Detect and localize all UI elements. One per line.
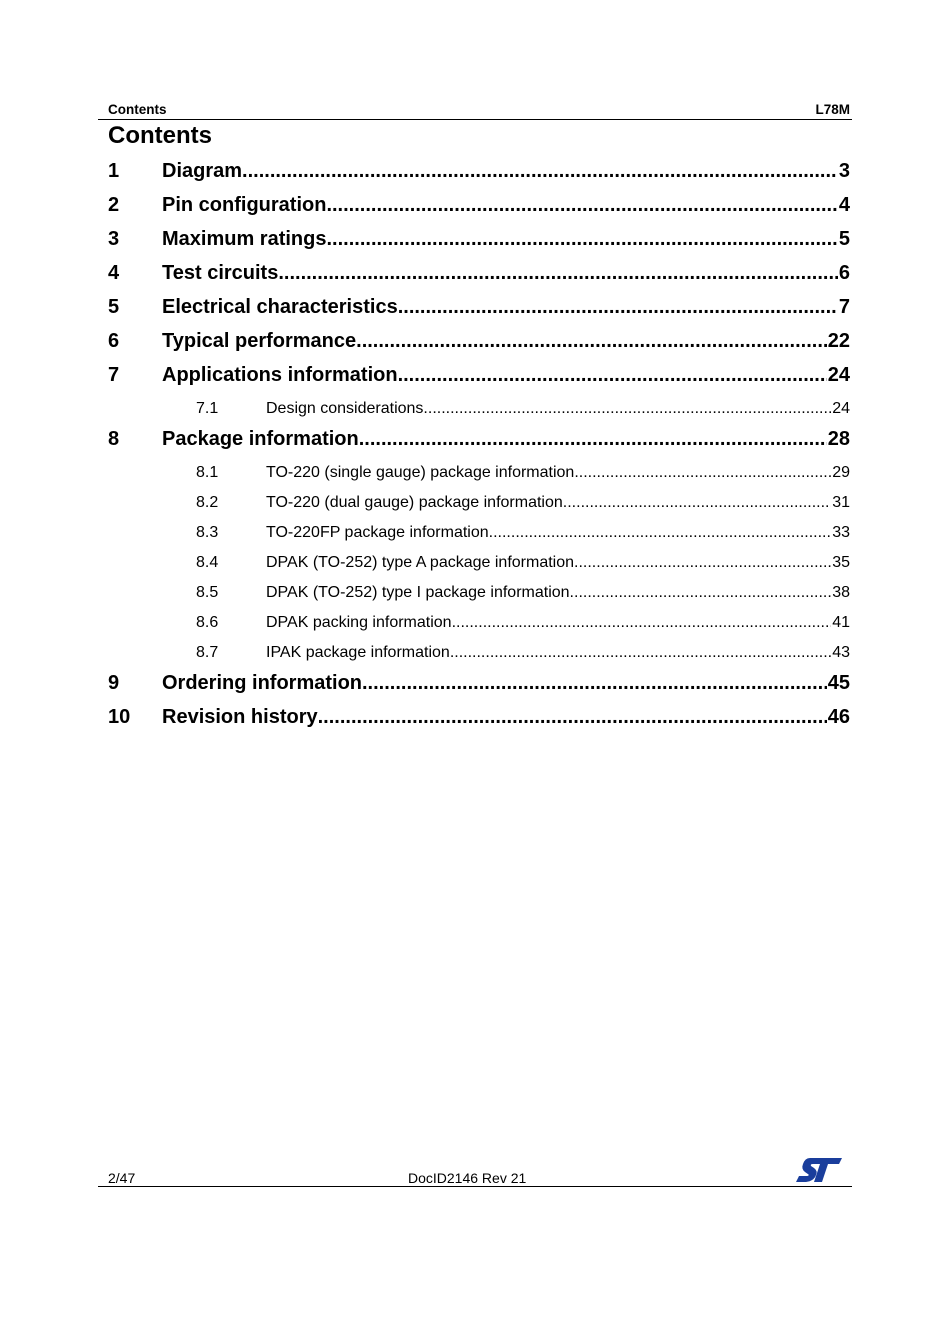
toc-leader [398,296,838,319]
toc-leader [362,672,827,695]
toc-label: TO-220 (single gauge) package information [266,464,575,481]
toc-number: 8.3 [196,524,219,541]
page-title: Contents [108,122,212,149]
toc-number: 8.4 [196,554,219,571]
toc-label: Diagram [162,160,243,182]
toc-label: TO-220 (dual gauge) package information [266,494,563,511]
toc-number: 7.1 [196,400,219,417]
toc-page: 38 [832,584,850,601]
toc-entry-1[interactable] [108,160,850,190]
toc-leader [242,160,838,183]
toc-label: Ordering information [162,672,362,694]
toc-entry-8-7[interactable] [108,644,850,668]
toc-number: 10 [108,706,131,728]
toc-entry-6[interactable] [108,330,850,360]
toc-entry-8-1[interactable] [108,464,850,488]
toc-number: 6 [108,330,120,352]
toc-page: 31 [832,494,850,511]
toc-entry-5[interactable] [108,296,850,326]
toc-label: DPAK packing information [266,614,452,631]
toc-entry-8-4[interactable] [108,554,850,578]
toc-number: 8 [108,428,120,450]
header-rule [98,119,852,120]
toc-leader [356,330,827,353]
toc-number: 8.7 [196,644,219,661]
st-logo-icon [796,1156,844,1184]
toc-label: IPAK package information [266,644,450,661]
toc-page: 7 [838,296,850,318]
toc-page: 24 [827,364,850,386]
toc-entry-8-6[interactable] [108,614,850,638]
toc-leader [359,428,827,451]
toc-number: 8.2 [196,494,219,511]
toc-label: Maximum ratings [162,228,327,250]
toc-number: 5 [108,296,120,318]
toc-entry-9[interactable] [108,672,850,702]
toc-label: Design considerations [266,400,424,417]
toc-leader [326,194,837,217]
toc-entry-8-3[interactable] [108,524,850,548]
toc-number: 3 [108,228,120,250]
st-logo-mark [796,1158,842,1182]
toc-entry-4[interactable] [108,262,850,292]
footer-rule [98,1186,852,1187]
toc-page: 41 [832,614,850,631]
toc-page: 29 [832,464,850,481]
toc-leader [423,400,831,418]
toc-leader [278,262,838,285]
toc-leader [318,706,827,729]
toc-page: 4 [838,194,850,216]
toc-page: 46 [827,706,850,728]
toc-label: DPAK (TO-252) type I package information [266,584,570,601]
toc-page: 28 [827,428,850,450]
toc-number: 8.6 [196,614,219,631]
toc-leader [570,584,832,602]
toc-label: DPAK (TO-252) type A package information [266,554,575,571]
toc-page: 45 [827,672,850,694]
toc-entry-7[interactable] [108,364,850,394]
toc-leader [574,554,831,572]
toc-leader [489,524,832,542]
toc-entry-10[interactable] [108,706,850,736]
toc-label: Package information [162,428,359,450]
toc-number: 7 [108,364,120,386]
toc-page: 6 [838,262,850,284]
toc-page: 5 [838,228,850,250]
footer-doc-id: DocID2146 Rev 21 [408,1170,527,1186]
toc-page: 43 [832,644,850,661]
toc-page: 33 [832,524,850,541]
toc-leader [326,228,837,251]
toc-leader [563,494,831,512]
toc-label: Typical performance [162,330,357,352]
toc-entry-2[interactable] [108,194,850,224]
toc-entry-8-2[interactable] [108,494,850,518]
header-section: Contents [108,102,167,117]
toc-entry-8-5[interactable] [108,584,850,608]
toc-entry-8[interactable] [108,428,850,458]
toc-page: 35 [832,554,850,571]
toc-number: 8.1 [196,464,219,481]
toc-label: Electrical characteristics [162,296,398,318]
toc-entry-7-1[interactable] [108,400,850,424]
toc-page: 3 [838,160,850,182]
toc-leader [452,614,832,632]
toc-label: Pin configuration [162,194,327,216]
toc-label: Applications information [162,364,398,386]
toc-number: 2 [108,194,120,216]
toc-number: 9 [108,672,120,694]
footer-page-number: 2/47 [108,1170,136,1186]
toc-label: Revision history [162,706,318,728]
header-part-number: L78M [815,102,850,117]
toc-leader [450,644,831,662]
toc-page: 22 [827,330,850,352]
toc-label: TO-220FP package information [266,524,489,541]
toc-leader [574,464,831,482]
toc-leader [398,364,827,387]
toc-page: 24 [832,400,850,417]
toc-number: 4 [108,262,120,284]
toc-number: 8.5 [196,584,219,601]
toc-entry-3[interactable] [108,228,850,258]
toc-label: Test circuits [162,262,279,284]
toc-number: 1 [108,160,120,182]
